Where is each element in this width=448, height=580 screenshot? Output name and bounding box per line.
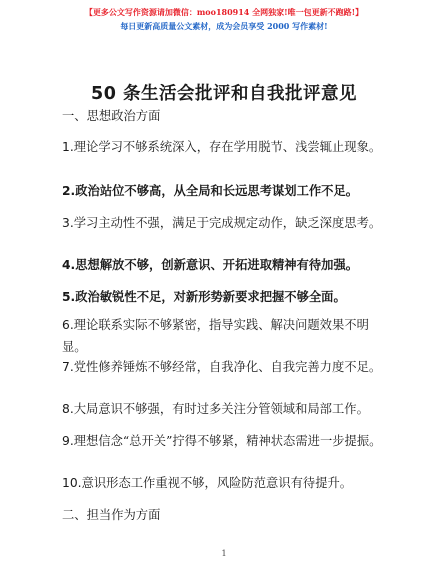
item-text: 思想解放不够，创新意识、开拓进取精神有待加强。 [75, 258, 359, 272]
list-item [62, 286, 388, 308]
item-number: 5. [62, 290, 76, 304]
list-item [62, 314, 388, 358]
section-heading-responsibility [62, 504, 388, 526]
item-text: 学习主动性不强，满足于完成规定动作，缺乏深度思考。 [73, 216, 382, 230]
item-number: 1. [62, 140, 74, 154]
page-number: 1 [221, 549, 227, 558]
list-item [62, 254, 388, 276]
section-heading-responsibility-text: 二、担当作为方面 [62, 508, 161, 522]
item-number: 4. [62, 258, 76, 272]
list-item [62, 180, 388, 202]
item-text: 政治敏锐性不足，对新形势新要求把握不够全面。 [75, 290, 346, 304]
item-text: 党性修养锤炼不够经常，自我净化、自我完善力度不足。 [73, 360, 382, 374]
item-number: 8. [62, 402, 74, 416]
promo-line-1: 【更多公文写作资源请加微信：moo180914 全网独家!唯一包更新不跑路!】 [84, 7, 364, 17]
section-heading-politics-text: 一、思想政治方面 [62, 109, 161, 123]
section-heading-politics [62, 105, 388, 127]
item-text: 理论联系实际不够紧密，指导实践、解决问题效果不明显。 [62, 318, 369, 354]
item-number: 9. [62, 434, 74, 448]
item-text: 理论学习不够系统深入，存在学用脱节、浅尝辄止现象。 [73, 140, 382, 154]
item-text: 政治站位不够高，从全局和长远思考谋划工作不足。 [75, 184, 359, 198]
item-number: 7. [62, 360, 74, 374]
document-title: 50 条生活会批评和自我批评意见 [91, 84, 357, 104]
list-item [62, 356, 388, 378]
item-number: 3. [62, 216, 74, 230]
item-number: 10. [62, 476, 82, 490]
item-number: 6. [62, 318, 74, 332]
list-item [62, 136, 388, 158]
list-item [62, 212, 388, 234]
list-item [62, 430, 388, 452]
item-text: 意识形态工作重视不够，风险防范意识有待提升。 [81, 476, 353, 490]
item-text: 理想信念“总开关”拧得不够紧，精神状态需进一步提振。 [73, 434, 382, 448]
item-number: 2. [62, 184, 76, 198]
list-item [62, 472, 388, 494]
promo-line-2: 每日更新高质量公文素材，成为会员享受 2000 写作素材! [120, 21, 328, 31]
list-item [62, 398, 388, 420]
item-text: 大局意识不够强，有时过多关注分管领域和局部工作。 [73, 402, 369, 416]
